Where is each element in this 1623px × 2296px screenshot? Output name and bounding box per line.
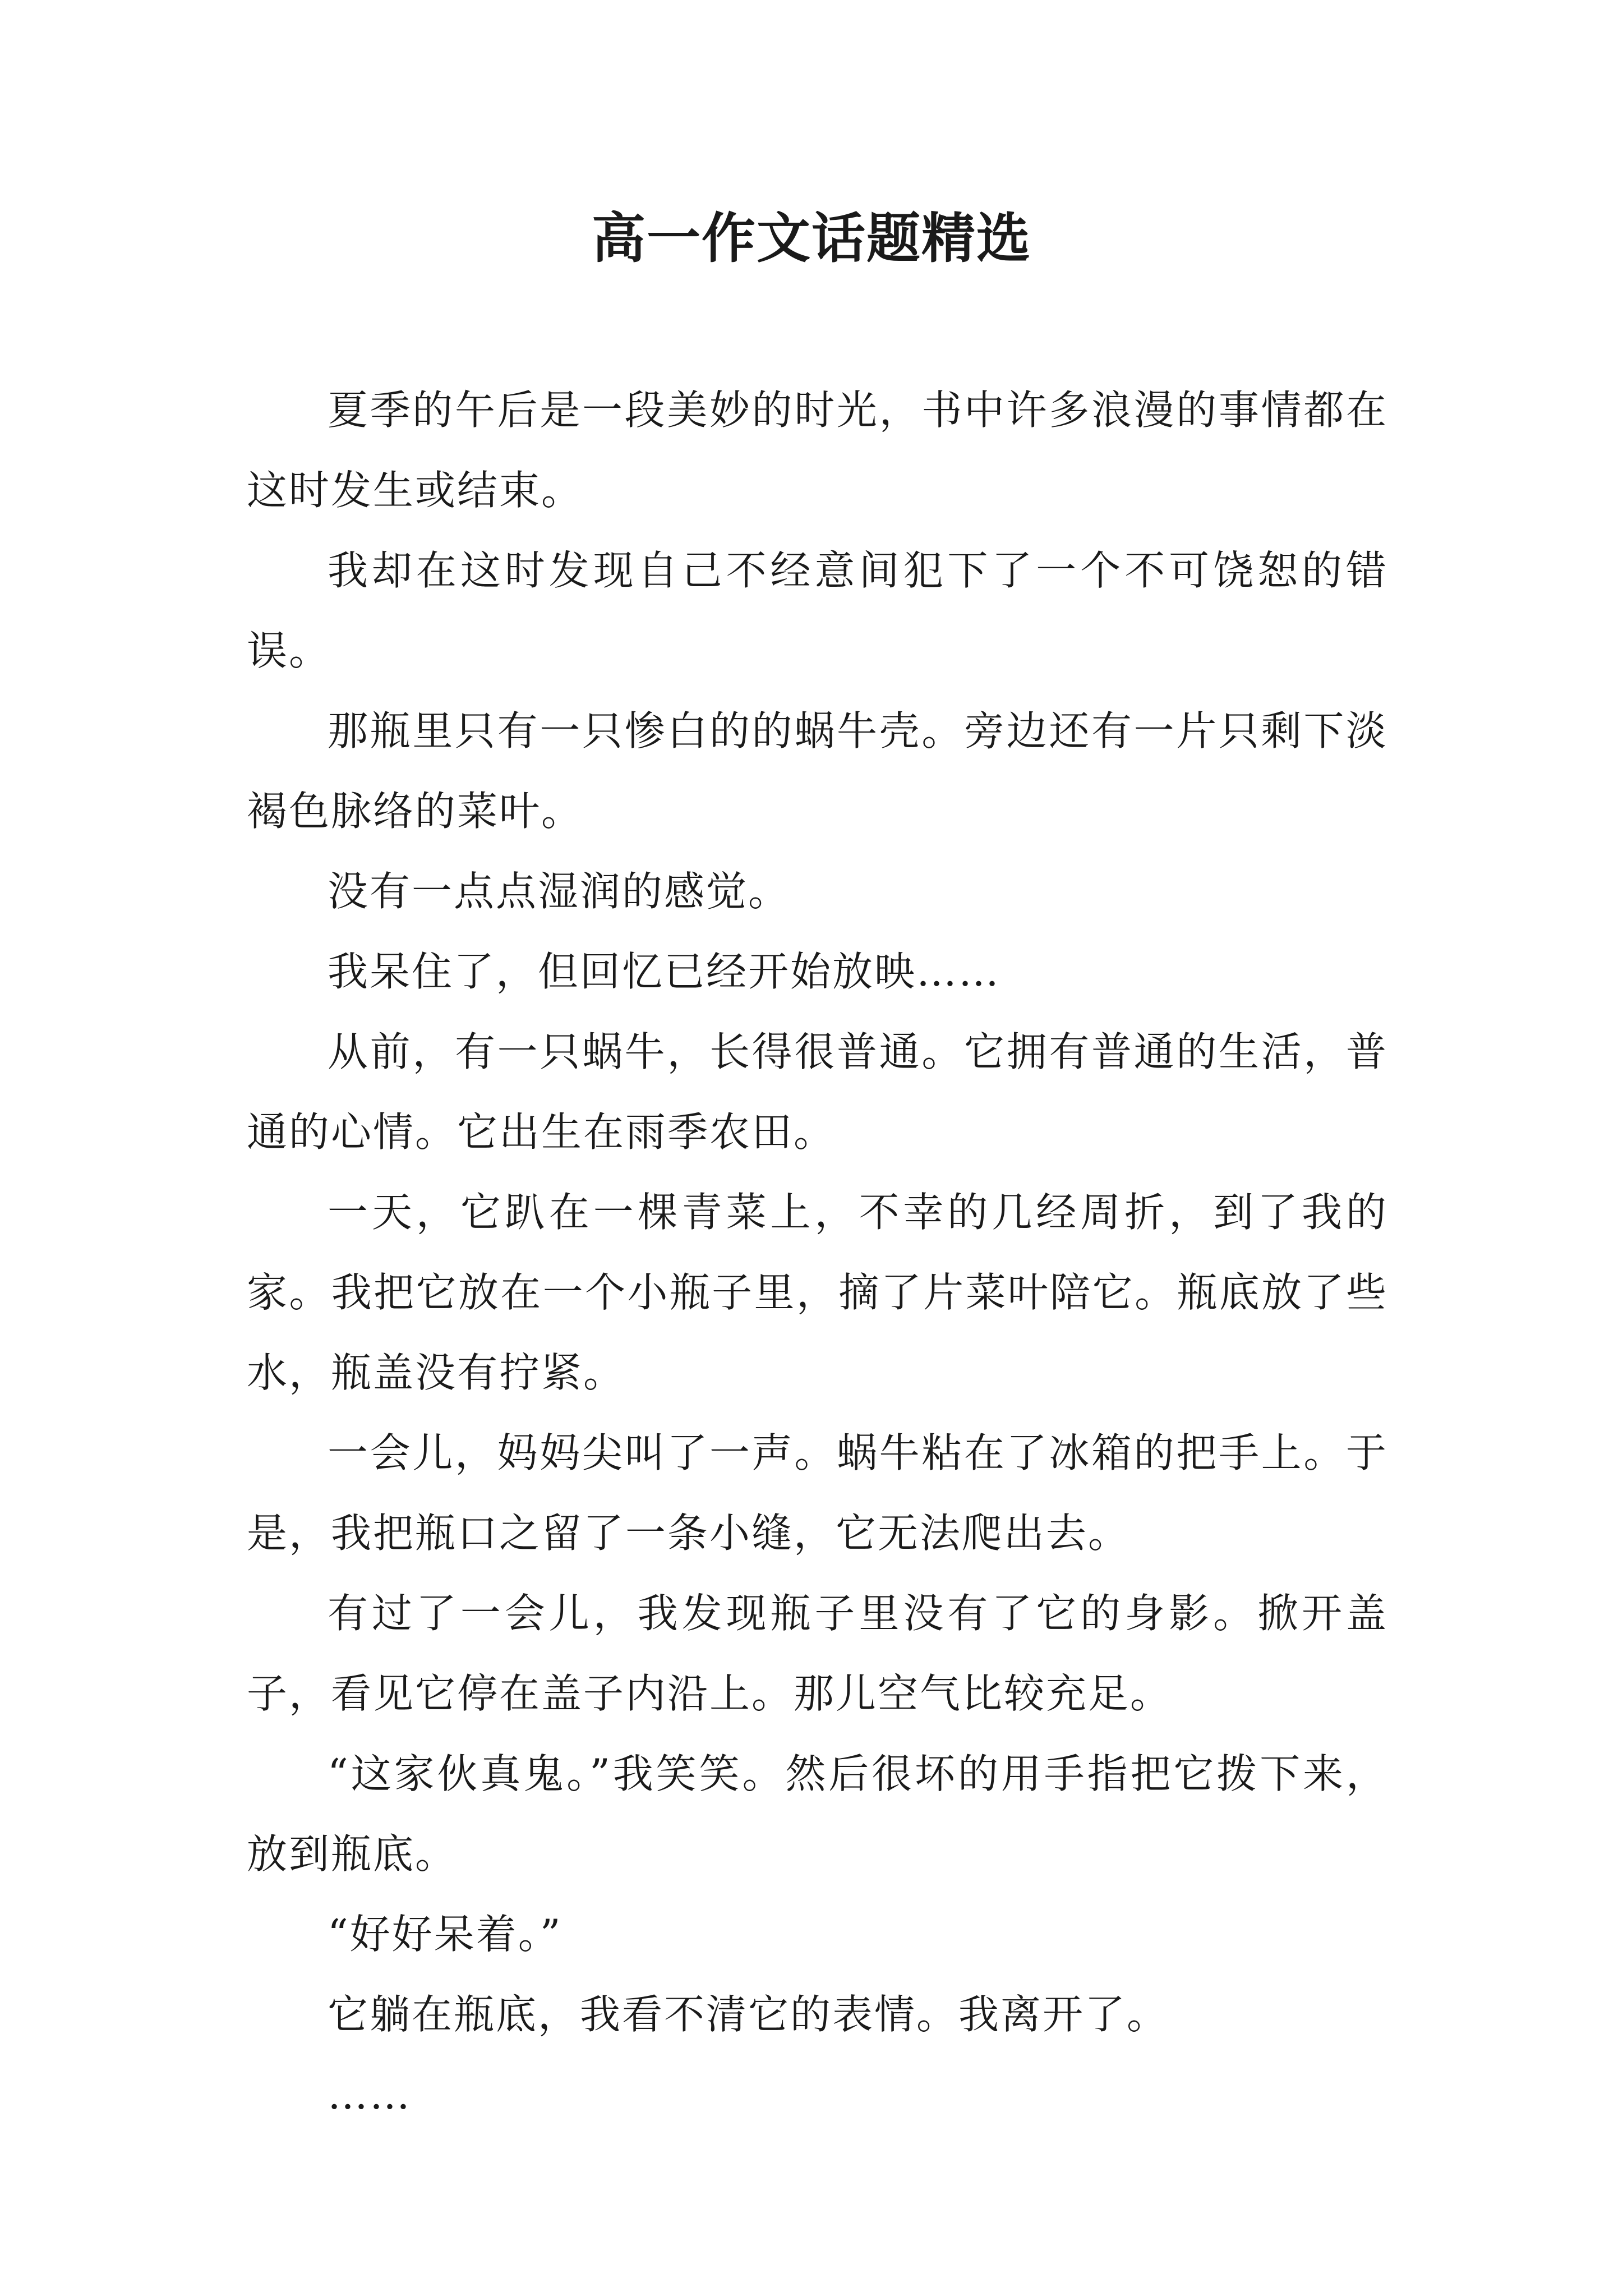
paragraph: 那瓶里只有一只惨白的的蜗牛壳。旁边还有一片只剩下淡褐色脉络的菜叶。 bbox=[247, 707, 1388, 835]
paragraph: …… bbox=[328, 2071, 412, 2118]
paragraph: “好好呆着。” bbox=[328, 1911, 562, 1958]
paragraph: 从前，有一只蜗牛，长得很普通。它拥有普通的生活，普通的心情。它出生在雨季农田。 bbox=[247, 1028, 1388, 1156]
paragraph: 有过了一会儿，我发现瓶子里没有了它的身影。掀开盖子，看见它停在盖子内沿上。那儿空气比较充足。 bbox=[247, 1590, 1388, 1717]
paragraph: 没有一点点湿润的感觉。 bbox=[328, 868, 791, 915]
document-title: 高一作文话题精选 bbox=[592, 206, 1031, 270]
document-body bbox=[247, 370, 1388, 2135]
paragraph: “这家伙真鬼。”我笑笑。然后很坏的用手指把它拨下来，放到瓶底。 bbox=[247, 1750, 1388, 1878]
paragraph: 我呆住了，但回忆已经开始放映…… bbox=[328, 948, 1001, 995]
paragraph: 它躺在瓶底，我看不清它的表情。我离开了。 bbox=[328, 1991, 1169, 2038]
paragraph: 我却在这时发现自己不经意间犯下了一个不可饶恕的错误。 bbox=[247, 547, 1388, 674]
paragraph: 一天，它趴在一棵青菜上，不幸的几经周折，到了我的家。我把它放在一个小瓶子里，摘了片菜叶陪它。瓶底放了些水，瓶盖没有拧紧。 bbox=[247, 1189, 1388, 1396]
paragraph: 夏季的午后是一段美妙的时光，书中许多浪漫的事情都在这时发生或结束。 bbox=[247, 386, 1388, 514]
paragraph: 一会儿，妈妈尖叫了一声。蜗牛粘在了冰箱的把手上。于是，我把瓶口之留了一条小缝，它无法爬出去。 bbox=[247, 1429, 1388, 1557]
